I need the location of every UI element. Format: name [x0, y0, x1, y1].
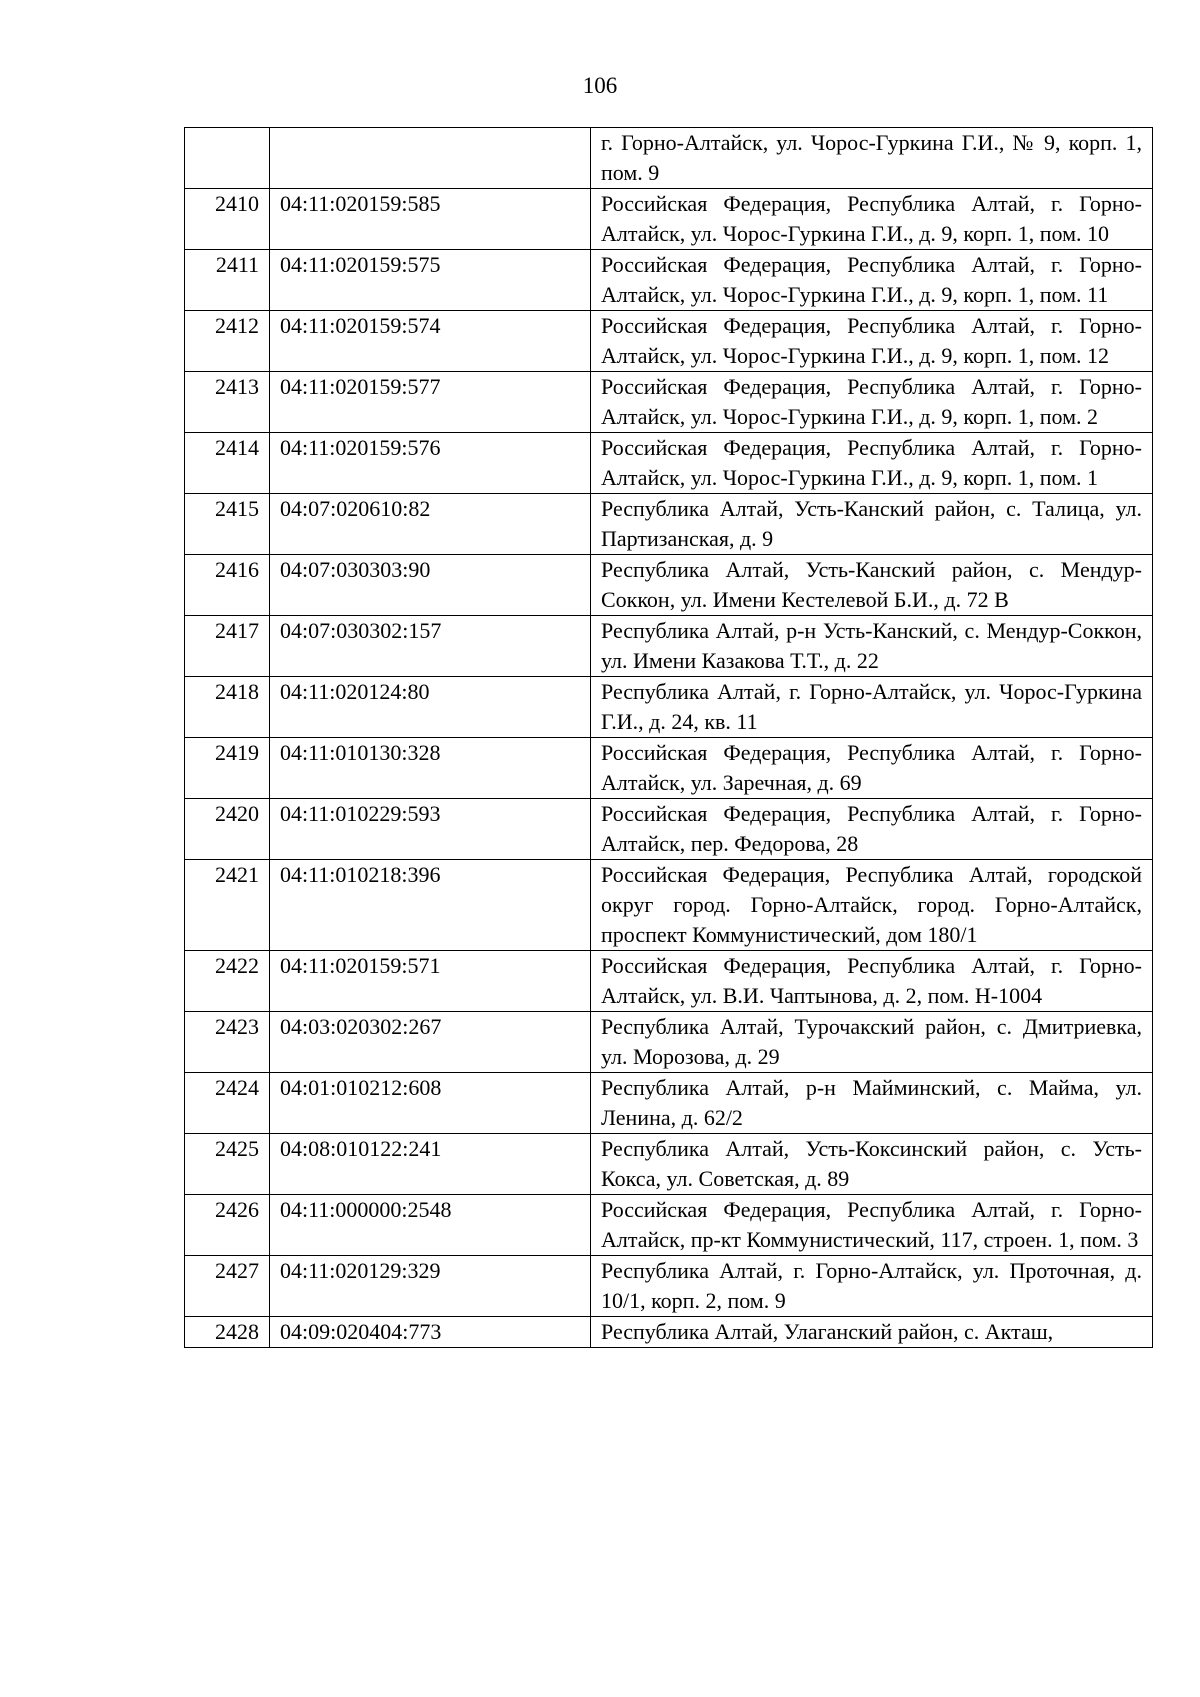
table-row — [185, 1012, 1153, 1073]
cadastral-number-cell: 04:11:020159:585 — [270, 189, 591, 250]
address-cell: Российская Федерация, Республика Алтай, г. Горно-Алтайск, ул. Чорос-Гуркина Г.И., д. 9, корп. 1, пом. 2 — [591, 372, 1153, 433]
cadastral-number-cell: 04:07:030302:157 — [270, 616, 591, 677]
row-number-cell: 2415 — [185, 494, 270, 555]
address-cell: Республика Алтай, Усть-Коксинский район, с. Усть-Кокса, ул. Советская, д. 89 — [591, 1134, 1153, 1195]
address-cell: Российская Федерация, Республика Алтай, г. Горно-Алтайск, ул. Чорос-Гуркина Г.И., д. 9, корп. 1, пом. 1 — [591, 433, 1153, 494]
table-row — [185, 1195, 1153, 1256]
cadastral-number-cell: 04:11:020159:574 — [270, 311, 591, 372]
cadastral-number-cell: 04:11:010218:396 — [270, 860, 591, 951]
cadastral-number-cell: 04:11:020159:576 — [270, 433, 591, 494]
cadastral-number-cell: 04:11:010130:328 — [270, 738, 591, 799]
address-cell: Республика Алтай, Улаганский район, с. Акташ, — [591, 1317, 1153, 1348]
row-number-cell: 2426 — [185, 1195, 270, 1256]
cadastral-number-cell: 04:11:010229:593 — [270, 799, 591, 860]
table-row — [185, 189, 1153, 250]
cadastral-number-cell: 04:11:020159:577 — [270, 372, 591, 433]
cadastral-number-cell: 04:11:020159:575 — [270, 250, 591, 311]
row-number-cell: 2416 — [185, 555, 270, 616]
cadastral-number-cell: 04:03:020302:267 — [270, 1012, 591, 1073]
cadastral-number-cell: 04:11:020124:80 — [270, 677, 591, 738]
row-number-cell: 2424 — [185, 1073, 270, 1134]
row-number-cell: 2422 — [185, 951, 270, 1012]
address-cell: Республика Алтай, Турочакский район, с. Дмитриевка, ул. Морозова, д. 29 — [591, 1012, 1153, 1073]
address-cell: Российская Федерация, Республика Алтай, г. Горно-Алтайск, ул. В.И. Чаптынова, д. 2, пом. Н-1004 — [591, 951, 1153, 1012]
address-cell: Республика Алтай, Усть-Канский район, с. Мендур-Соккон, ул. Имени Кестелевой Б.И., д. 72 В — [591, 555, 1153, 616]
address-cell: Российская Федерация, Республика Алтай, г. Горно-Алтайск, пер. Федорова, 28 — [591, 799, 1153, 860]
table-row — [185, 860, 1153, 951]
table-row — [185, 799, 1153, 860]
row-number-cell: 2412 — [185, 311, 270, 372]
row-number-cell: 2428 — [185, 1317, 270, 1348]
table-row — [185, 951, 1153, 1012]
cadastral-number-cell: 04:11:020129:329 — [270, 1256, 591, 1317]
table-row — [185, 311, 1153, 372]
address-cell: Российская Федерация, Республика Алтай, г. Горно-Алтайск, пр-кт Коммунистический, 117, строен. 1, пом. 3 — [591, 1195, 1153, 1256]
row-number-cell: 2419 — [185, 738, 270, 799]
table-row — [185, 555, 1153, 616]
table-row — [185, 1134, 1153, 1195]
row-number-cell: 2413 — [185, 372, 270, 433]
table-row — [185, 738, 1153, 799]
cadastral-number-cell: 04:11:020159:571 — [270, 951, 591, 1012]
row-number-cell: 2425 — [185, 1134, 270, 1195]
row-number-cell — [185, 128, 270, 189]
address-cell: Республика Алтай, р-н Усть-Канский, с. Мендур-Соккон, ул. Имени Казакова Т.Т., д. 22 — [591, 616, 1153, 677]
table-row — [185, 494, 1153, 555]
registry-table — [184, 127, 1153, 1348]
row-number-cell: 2423 — [185, 1012, 270, 1073]
address-cell: Российская Федерация, Республика Алтай, г. Горно-Алтайск, ул. Чорос-Гуркина Г.И., д. 9, корп. 1, пом. 12 — [591, 311, 1153, 372]
cadastral-number-cell: 04:08:010122:241 — [270, 1134, 591, 1195]
table-row — [185, 1317, 1153, 1348]
row-number-cell: 2417 — [185, 616, 270, 677]
row-number-cell: 2411 — [185, 250, 270, 311]
address-cell: Российская Федерация, Республика Алтай, г. Горно-Алтайск, ул. Заречная, д. 69 — [591, 738, 1153, 799]
table-row — [185, 128, 1153, 189]
row-number-cell: 2421 — [185, 860, 270, 951]
cadastral-number-cell: 04:07:030303:90 — [270, 555, 591, 616]
row-number-cell: 2427 — [185, 1256, 270, 1317]
address-cell: Республика Алтай, г. Горно-Алтайск, ул. Проточная, д. 10/1, корп. 2, пом. 9 — [591, 1256, 1153, 1317]
address-cell: Российская Федерация, Республика Алтай, г. Горно-Алтайск, ул. Чорос-Гуркина Г.И., д. 9, корп. 1, пом. 11 — [591, 250, 1153, 311]
cadastral-number-cell — [270, 128, 591, 189]
table-row — [185, 250, 1153, 311]
table-row — [185, 1256, 1153, 1317]
table-row — [185, 616, 1153, 677]
page-number: 106 — [582, 73, 618, 98]
row-number-cell: 2410 — [185, 189, 270, 250]
row-number-cell: 2418 — [185, 677, 270, 738]
address-cell: Российская Федерация, Республика Алтай, г. Горно-Алтайск, ул. Чорос-Гуркина Г.И., д. 9, корп. 1, пом. 10 — [591, 189, 1153, 250]
address-cell: Российская Федерация, Республика Алтай, городской округ город. Горно-Алтайск, город. Горно-Алтайск, проспект Коммунистический, дом 180/1 — [591, 860, 1153, 951]
address-cell: Республика Алтай, Усть-Канский район, с. Талица, ул. Партизанская, д. 9 — [591, 494, 1153, 555]
cadastral-number-cell: 04:07:020610:82 — [270, 494, 591, 555]
table-row — [185, 433, 1153, 494]
table-row — [185, 677, 1153, 738]
cadastral-number-cell: 04:11:000000:2548 — [270, 1195, 591, 1256]
cadastral-number-cell: 04:09:020404:773 — [270, 1317, 591, 1348]
row-number-cell: 2414 — [185, 433, 270, 494]
table-row — [185, 1073, 1153, 1134]
table-row — [185, 372, 1153, 433]
address-cell: Республика Алтай, г. Горно-Алтайск, ул. Чорос-Гуркина Г.И., д. 24, кв. 11 — [591, 677, 1153, 738]
address-cell: г. Горно-Алтайск, ул. Чорос-Гуркина Г.И., № 9, корп. 1, пом. 9 — [591, 128, 1153, 189]
row-number-cell: 2420 — [185, 799, 270, 860]
address-cell: Республика Алтай, р-н Майминский, с. Майма, ул. Ленина, д. 62/2 — [591, 1073, 1153, 1134]
cadastral-number-cell: 04:01:010212:608 — [270, 1073, 591, 1134]
